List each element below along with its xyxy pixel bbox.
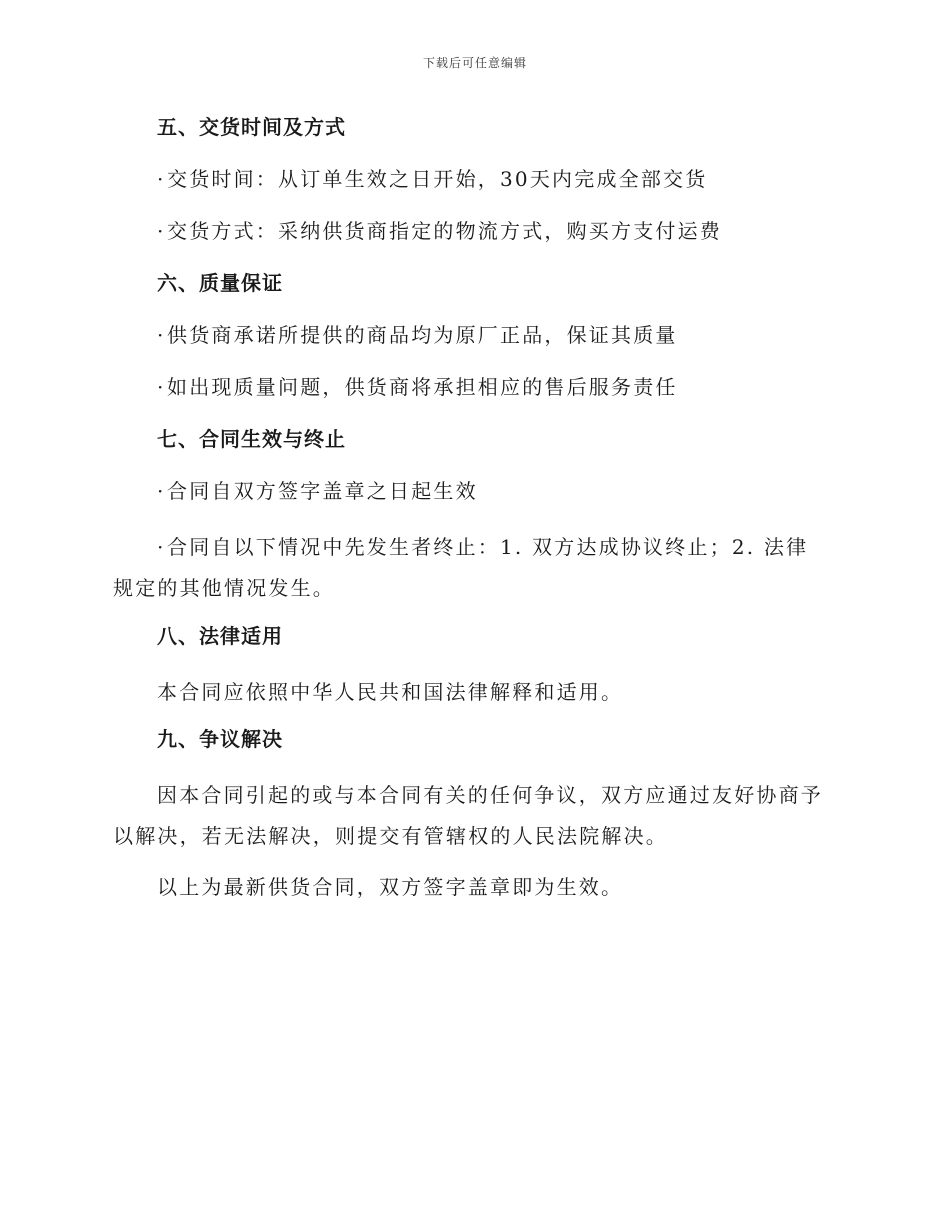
bullet-dot: · bbox=[157, 323, 166, 347]
bullet-dot: · bbox=[157, 479, 166, 503]
bullet-item bbox=[113, 475, 828, 507]
bullet-dot: · bbox=[157, 219, 166, 243]
bullet-text: 合同自双方签字盖章之日起生效 bbox=[167, 479, 478, 503]
section-heading: 八、法律适用 bbox=[157, 624, 283, 648]
section-heading: 七、合同生效与终止 bbox=[157, 427, 346, 451]
bullet-dot: · bbox=[157, 375, 166, 399]
section-dispute-resolution bbox=[113, 723, 828, 857]
section-heading: 九、争议解决 bbox=[157, 727, 283, 751]
document-body bbox=[113, 111, 828, 918]
bullet-text: 合同自以下情况中先发生者终止：1. 双方达成协议终止；2. 法律规定的其他情况发生。 bbox=[113, 535, 809, 600]
bullet-item bbox=[113, 527, 828, 609]
bullet-item bbox=[113, 163, 828, 195]
bullet-item bbox=[113, 319, 828, 351]
section-paragraph: 本合同应依照中华人民共和国法律解释和适用。 bbox=[157, 680, 624, 704]
closing-paragraph: 以上为最新供货合同，双方签字盖章即为生效。 bbox=[157, 875, 624, 899]
bullet-item bbox=[113, 215, 828, 247]
section-delivery bbox=[113, 111, 828, 247]
section-governing-law bbox=[113, 620, 828, 713]
bullet-text: 供货商承诺所提供的商品均为原厂正品，保证其质量 bbox=[167, 323, 678, 347]
bullet-item bbox=[113, 371, 828, 403]
section-paragraph: 因本合同引起的或与本合同有关的任何争议，双方应通过友好协商予以解决，若无法解决，则提交有管辖权的人民法院解决。 bbox=[113, 783, 823, 848]
bullet-text: 交货方式：采纳供货商指定的物流方式，购买方支付运费 bbox=[167, 219, 722, 243]
bullet-text: 交货时间：从订单生效之日开始，30天内完成全部交货 bbox=[167, 167, 708, 191]
section-effect-termination bbox=[113, 423, 828, 609]
bullet-dot: · bbox=[157, 167, 166, 191]
section-quality bbox=[113, 267, 828, 403]
page-header: 下载后可任意编辑 bbox=[422, 56, 527, 70]
bullet-dot: · bbox=[157, 535, 166, 559]
bullet-text: 如出现质量问题，供货商将承担相应的售后服务责任 bbox=[167, 375, 678, 399]
section-heading: 六、质量保证 bbox=[157, 271, 283, 295]
section-heading: 五、交货时间及方式 bbox=[157, 115, 346, 139]
